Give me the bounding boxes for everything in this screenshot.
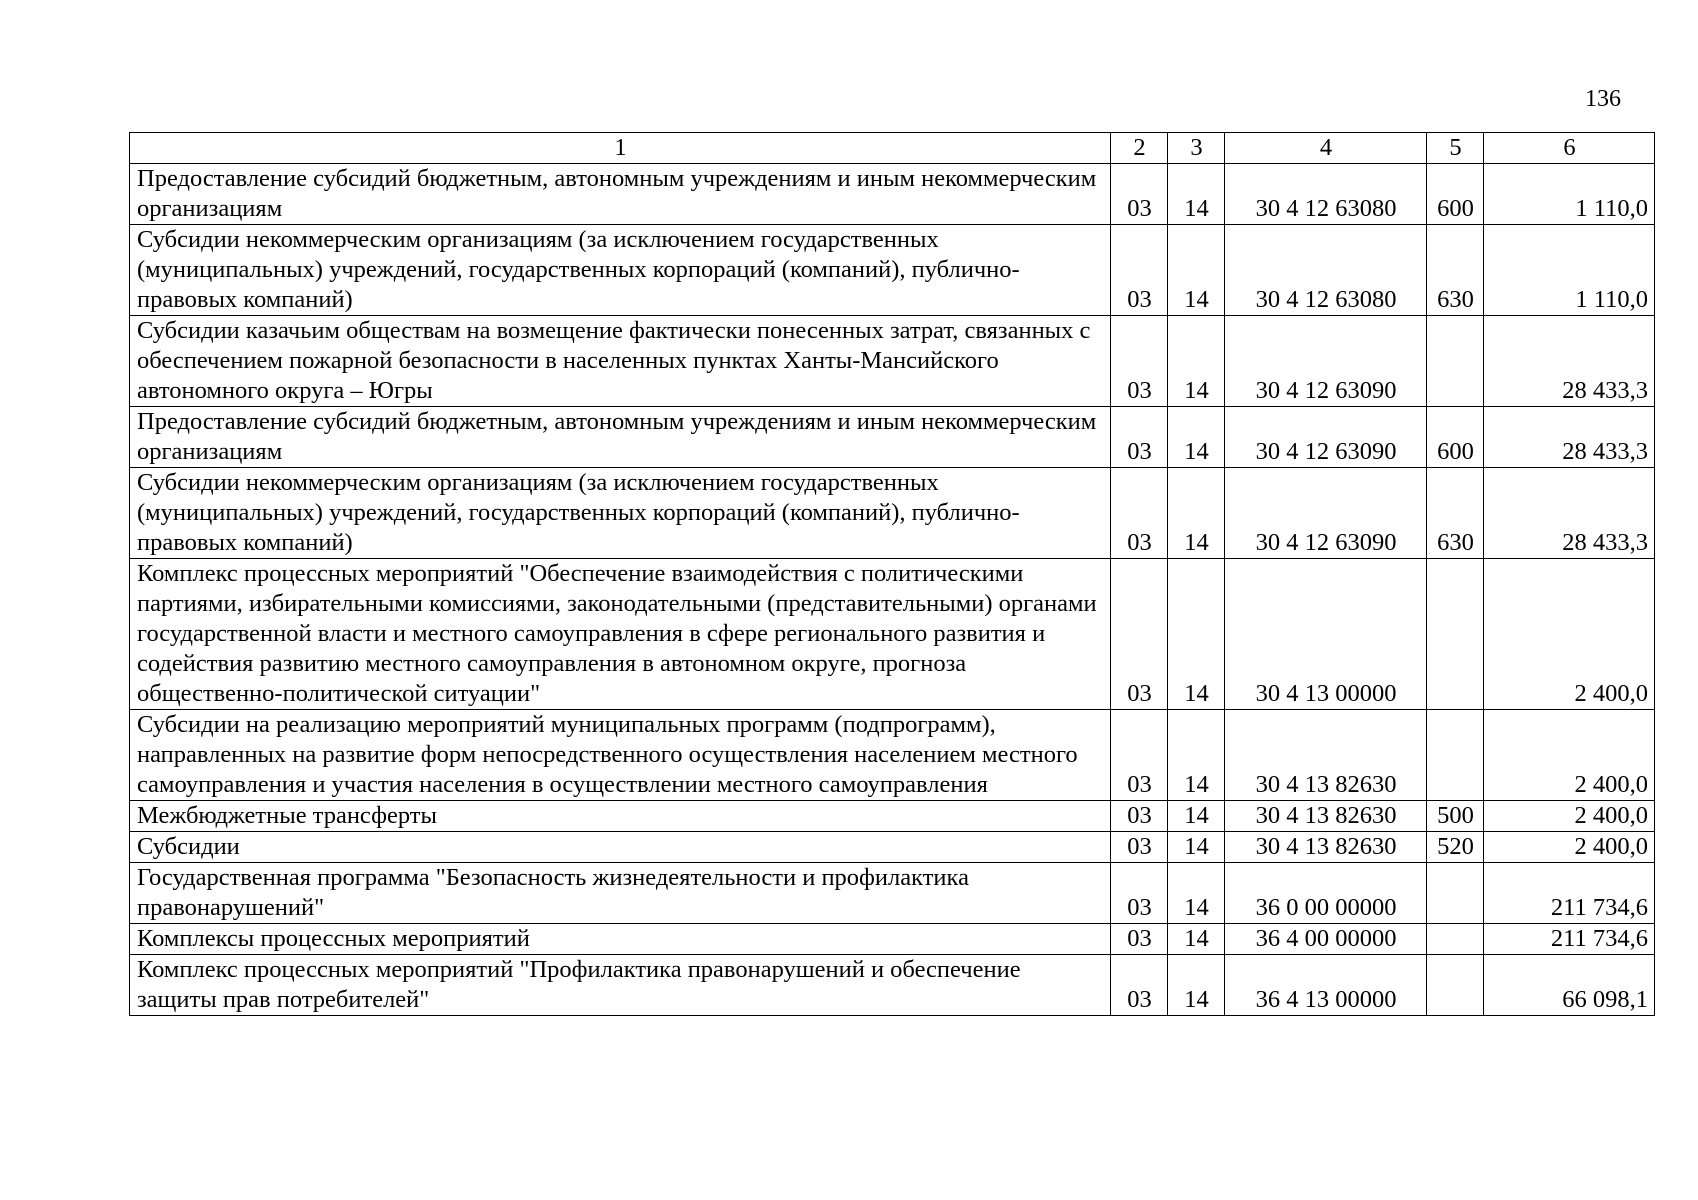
header-col-4: 4 [1225,133,1427,164]
row-target-code-cell: 36 0 00 00000 [1225,863,1427,924]
row-amount-cell: 2 400,0 [1484,710,1655,801]
table-row [130,468,1655,559]
row-section-cell: 03 [1111,801,1168,832]
page-number: 136 [1585,86,1621,112]
row-name-cell: Межбюджетные трансферты [130,801,1111,832]
row-name-cell: Субсидии казачьим обществам на возмещение фактически понесенных затрат, связанных с обеспечением пожарной безопасности в населенных пунктах Ханты-Мансийского автономного округа – Югры [130,316,1111,407]
row-section-cell: 03 [1111,225,1168,316]
row-amount-cell: 28 433,3 [1484,468,1655,559]
row-expense-type-cell: 630 [1427,225,1484,316]
row-name-cell: Комплекс процессных мероприятий "Профилактика правонарушений и обеспечение защиты прав потребителей" [130,955,1111,1016]
table-header-row [130,133,1655,164]
row-amount-cell: 211 734,6 [1484,924,1655,955]
table-row [130,407,1655,468]
row-target-code-cell: 30 4 12 63090 [1225,407,1427,468]
row-section-cell: 03 [1111,407,1168,468]
row-expense-type-cell [1427,316,1484,407]
row-subsection-cell: 14 [1168,832,1225,863]
row-section-cell: 03 [1111,164,1168,225]
row-target-code-cell: 30 4 12 63090 [1225,316,1427,407]
row-expense-type-cell: 600 [1427,407,1484,468]
row-name-cell: Субсидии на реализацию мероприятий муниципальных программ (подпрограмм), направленных на развитие форм непосредственного осуществления населением местного самоуправления и участия населения в осуществлении местного самоуправления [130,710,1111,801]
row-amount-cell: 1 110,0 [1484,164,1655,225]
row-target-code-cell: 36 4 00 00000 [1225,924,1427,955]
row-name-cell: Предоставление субсидий бюджетным, автономным учреждениям и иным некоммерческим организациям [130,164,1111,225]
row-target-code-cell: 30 4 12 63080 [1225,164,1427,225]
row-name-cell: Субсидии [130,832,1111,863]
row-subsection-cell: 14 [1168,955,1225,1016]
row-amount-cell: 66 098,1 [1484,955,1655,1016]
row-name-cell: Предоставление субсидий бюджетным, автономным учреждениям и иным некоммерческим организациям [130,407,1111,468]
header-col-6: 6 [1484,133,1655,164]
row-target-code-cell: 30 4 12 63080 [1225,225,1427,316]
row-expense-type-cell [1427,559,1484,710]
row-section-cell: 03 [1111,955,1168,1016]
header-col-2: 2 [1111,133,1168,164]
row-name-cell: Государственная программа "Безопасность жизнедеятельности и профилактика правонарушений" [130,863,1111,924]
row-amount-cell: 211 734,6 [1484,863,1655,924]
table-row [130,801,1655,832]
row-expense-type-cell [1427,710,1484,801]
row-section-cell: 03 [1111,559,1168,710]
row-subsection-cell: 14 [1168,801,1225,832]
table-row [130,832,1655,863]
table-row [130,924,1655,955]
row-expense-type-cell: 520 [1427,832,1484,863]
row-subsection-cell: 14 [1168,407,1225,468]
row-subsection-cell: 14 [1168,225,1225,316]
table-row [130,710,1655,801]
row-section-cell: 03 [1111,316,1168,407]
row-expense-type-cell: 600 [1427,164,1484,225]
row-subsection-cell: 14 [1168,710,1225,801]
header-col-1: 1 [130,133,1111,164]
row-expense-type-cell [1427,924,1484,955]
header-col-5: 5 [1427,133,1484,164]
row-subsection-cell: 14 [1168,924,1225,955]
row-amount-cell: 2 400,0 [1484,801,1655,832]
table-row [130,164,1655,225]
row-subsection-cell: 14 [1168,559,1225,710]
row-target-code-cell: 30 4 12 63090 [1225,468,1427,559]
row-target-code-cell: 36 4 13 00000 [1225,955,1427,1016]
header-col-3: 3 [1168,133,1225,164]
row-section-cell: 03 [1111,468,1168,559]
row-target-code-cell: 30 4 13 00000 [1225,559,1427,710]
row-expense-type-cell: 500 [1427,801,1484,832]
budget-table [129,132,1655,1016]
row-name-cell: Комплекс процессных мероприятий "Обеспечение взаимодействия с политическими партиями, избирательными комиссиями, законодательными (представительными) органами государственной власти и местного самоуправления в сфере регионального развития и содействия развитию местного самоуправления в автономном округе, прогноза общественно-политической ситуации" [130,559,1111,710]
row-subsection-cell: 14 [1168,863,1225,924]
row-expense-type-cell [1427,955,1484,1016]
row-amount-cell: 28 433,3 [1484,316,1655,407]
row-amount-cell: 1 110,0 [1484,225,1655,316]
row-subsection-cell: 14 [1168,164,1225,225]
row-subsection-cell: 14 [1168,468,1225,559]
table-row [130,559,1655,710]
row-name-cell: Субсидии некоммерческим организациям (за исключением государственных (муниципальных) учреждений, государственных корпораций (компаний), публично-правовых компаний) [130,225,1111,316]
row-amount-cell: 28 433,3 [1484,407,1655,468]
row-name-cell: Комплексы процессных мероприятий [130,924,1111,955]
row-section-cell: 03 [1111,710,1168,801]
row-name-cell: Субсидии некоммерческим организациям (за исключением государственных (муниципальных) учреждений, государственных корпораций (компаний), публично-правовых компаний) [130,468,1111,559]
table-row [130,225,1655,316]
row-amount-cell: 2 400,0 [1484,559,1655,710]
row-subsection-cell: 14 [1168,316,1225,407]
row-target-code-cell: 30 4 13 82630 [1225,832,1427,863]
row-section-cell: 03 [1111,832,1168,863]
row-amount-cell: 2 400,0 [1484,832,1655,863]
row-section-cell: 03 [1111,863,1168,924]
table-row [130,316,1655,407]
table-row [130,955,1655,1016]
table-row [130,863,1655,924]
row-target-code-cell: 30 4 13 82630 [1225,801,1427,832]
row-target-code-cell: 30 4 13 82630 [1225,710,1427,801]
table-body [130,164,1655,1016]
row-expense-type-cell: 630 [1427,468,1484,559]
row-expense-type-cell [1427,863,1484,924]
row-section-cell: 03 [1111,924,1168,955]
